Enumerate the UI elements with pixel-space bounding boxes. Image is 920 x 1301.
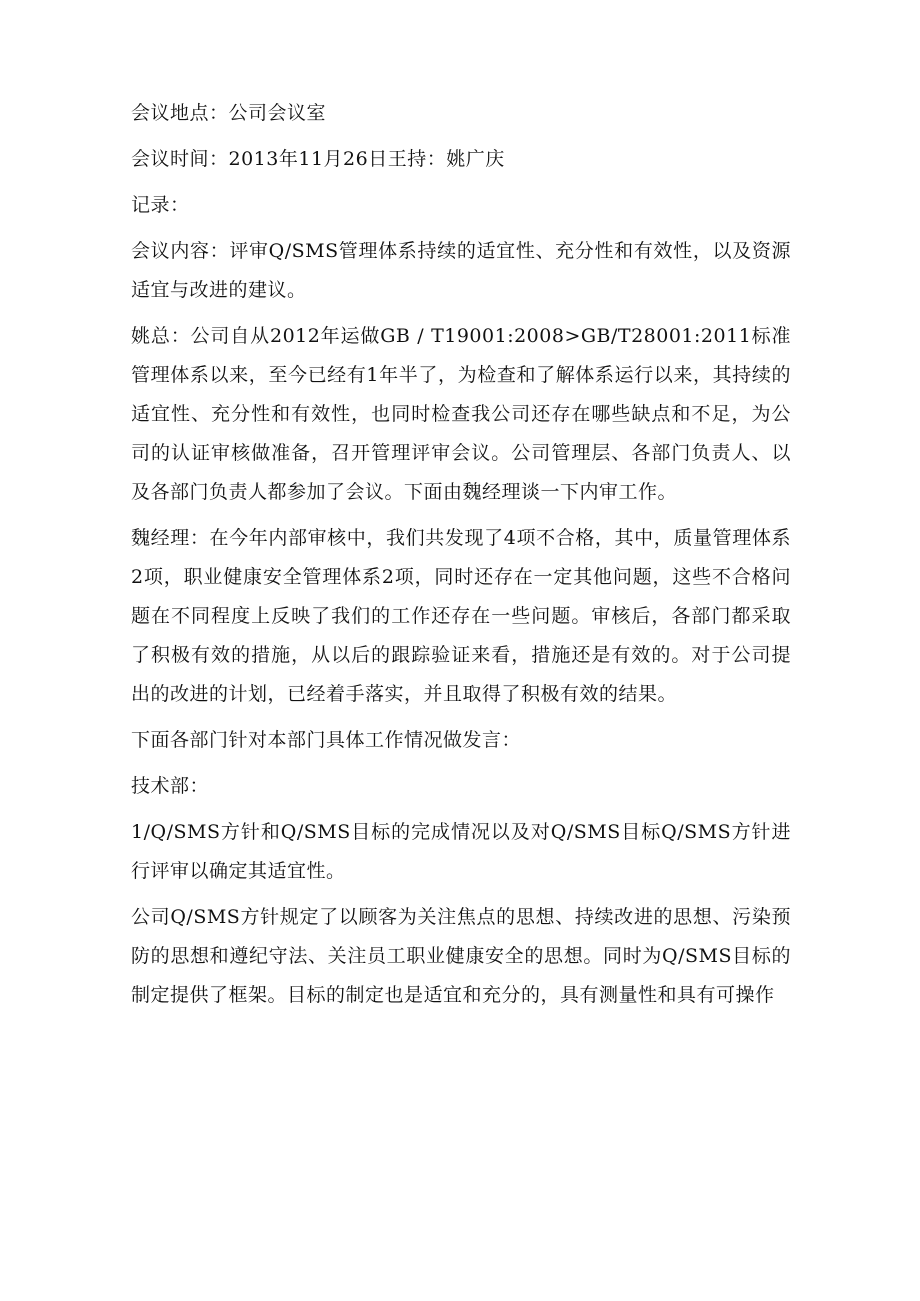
record-label: 记录： [131, 194, 190, 216]
manager-yao-statement: 姚总：公司自从2012年运做GB / T19001:2008>GB/T28001:2011标准管理体系以来，至今已经有1年半了，为检查和了解体系运行以来，其持续的适宜性、充分性和有效性，也同时检查我公司还存在哪些缺点和不足，为公司的认证审核做准备，召开管理评审会议。公司管理层、各部门负责人、以及各部门负责人都参加了会议。下面由魏经理谈一下内审工作。 [131, 325, 791, 503]
meeting-location: 会议地点：公司会议室 [131, 102, 327, 124]
manager-wei-statement: 魏经理：在今年内部审核中，我们共发现了4项不合格，其中，质量管理体系2项，职业健康安全管理体系2项，同时还存在一定其他问题，这些不合格问题在不同程度上反映了我们的工作还存在一些问题。审核后，各部门都采取了积极有效的措施，从以后的跟踪验证来看，措施还是有效的。对于公司提出的改进的计划，已经着手落实，并且取得了积极有效的结果。 [131, 527, 791, 705]
policy-description: 公司Q/SMS方针规定了以顾客为关注焦点的思想、持续改进的思想、污染预防的思想和遵纪守法、关注员工职业健康安全的思想。同时为Q/SMS目标的制定提供了框架。目标的制定也是适宜和充分的，具有测量性和具有可操作 [131, 906, 791, 1006]
document-body [131, 94, 791, 1022]
meeting-time-host: 会议时间：2013年11月26日王持：姚广庆 [131, 148, 505, 170]
tech-department-heading: 技术部： [131, 775, 210, 797]
meeting-content: 会议内容：评审Q/SMS管理体系持续的适宜性、充分性和有效性，以及资源适宜与改进的建议。 [131, 240, 791, 301]
policy-review-item: 1/Q/SMS方针和Q/SMS目标的完成情况以及对Q/SMS目标Q/SMS方针进行评审以确定其适宜性。 [131, 821, 791, 882]
departments-intro: 下面各部门针对本部门具体工作情况做发言： [131, 729, 522, 751]
